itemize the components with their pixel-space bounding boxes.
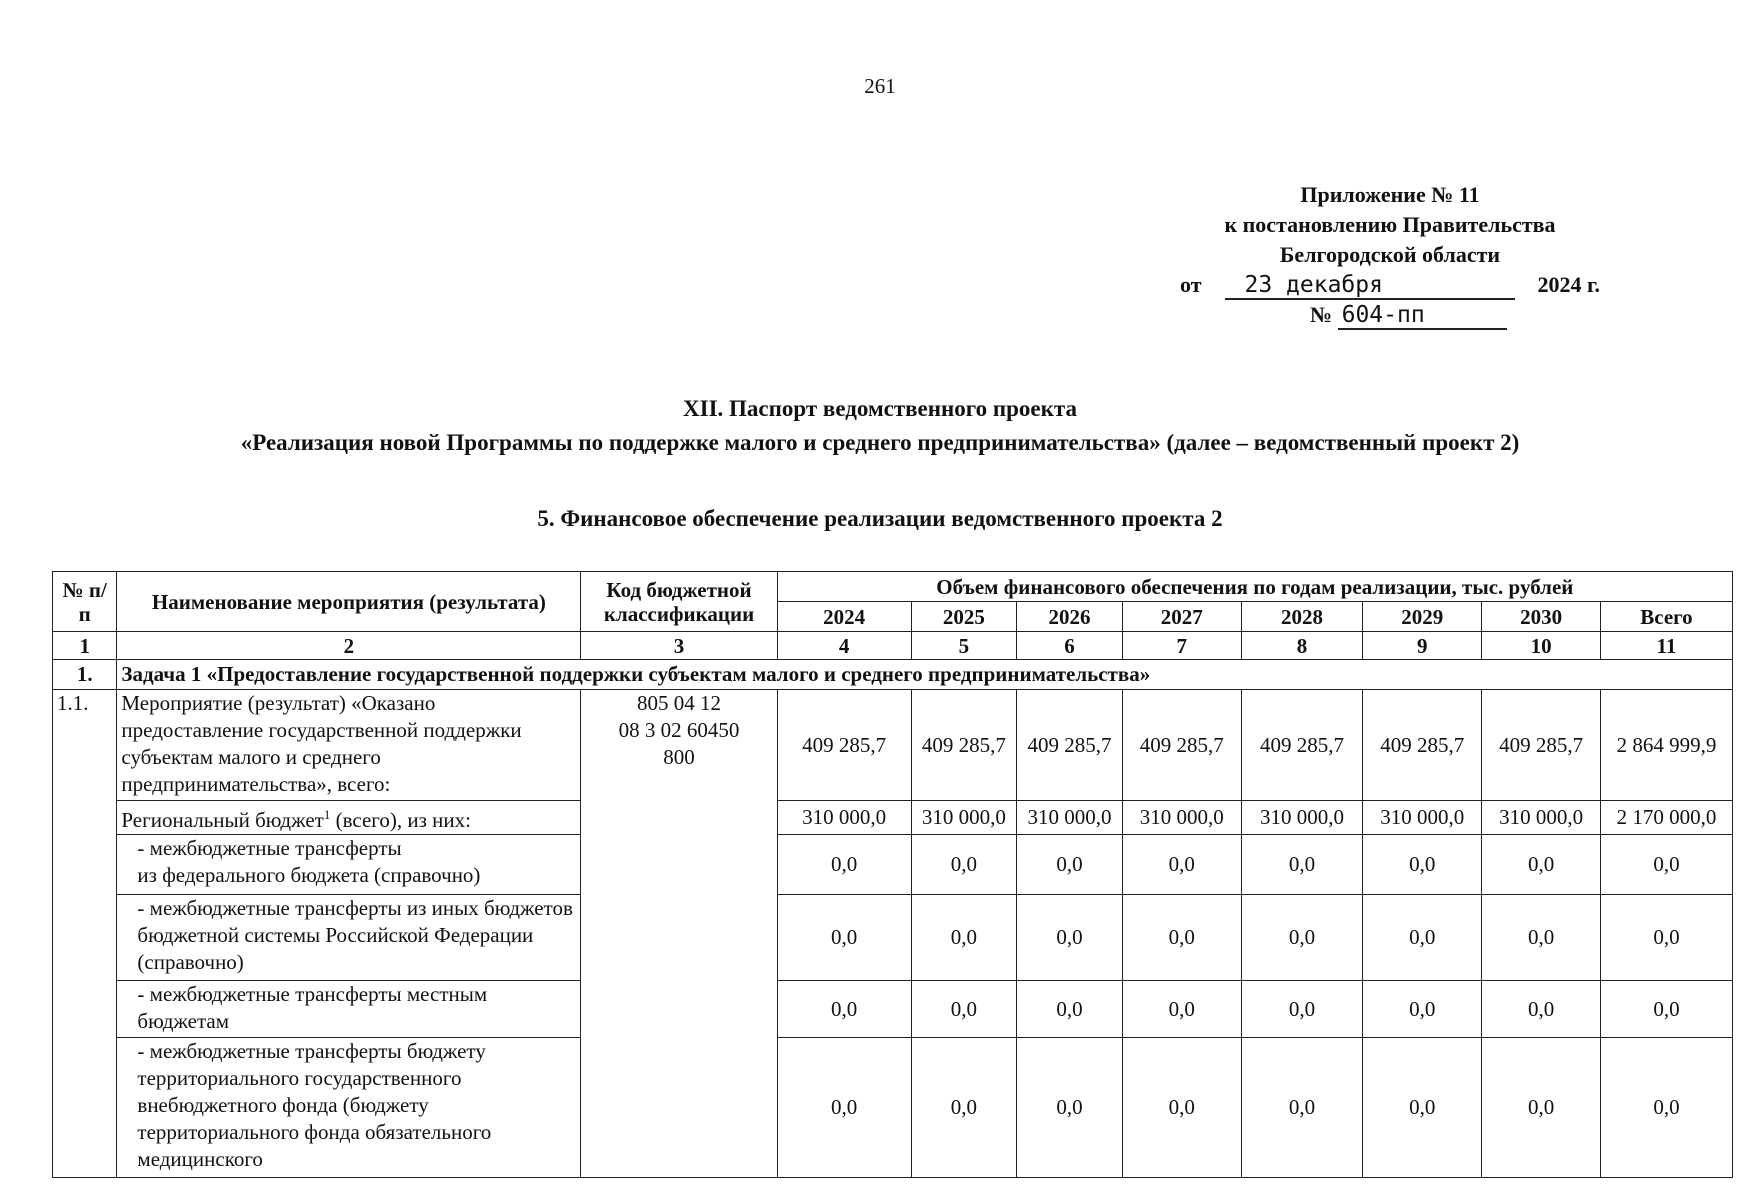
value-cell: 409 285,7 xyxy=(911,690,1017,801)
value-cell: 310 000,0 xyxy=(1017,801,1123,835)
appendix-title: Приложение № 11 xyxy=(1300,182,1480,207)
value-cell: 0,0 xyxy=(1600,1038,1732,1178)
value-cell: 0,0 xyxy=(1017,1038,1123,1178)
column-numbers-row xyxy=(53,632,1733,660)
project-title-line1: XII. Паспорт ведомственного проекта xyxy=(683,396,1077,421)
column-number: 4 xyxy=(777,632,911,660)
header-code: Код бюджетной классификации xyxy=(581,572,777,632)
number-value: 604-пп xyxy=(1338,302,1507,330)
budget-code: 805 04 12 08 3 02 60450 800 xyxy=(581,690,777,1178)
value-cell: 0,0 xyxy=(911,1038,1017,1178)
value-cell: 0,0 xyxy=(1241,895,1363,981)
value-cell: 0,0 xyxy=(911,895,1017,981)
column-number: 5 xyxy=(911,632,1017,660)
value-cell: 0,0 xyxy=(1122,1038,1241,1178)
date-year: 2024 г. xyxy=(1537,272,1600,297)
value-cell: 0,0 xyxy=(1122,835,1241,895)
value-cell: 0,0 xyxy=(1363,835,1482,895)
value-cell: 0,0 xyxy=(1482,895,1601,981)
column-number: 9 xyxy=(1363,632,1482,660)
header-year: 2026 xyxy=(1017,602,1123,632)
value-cell: 0,0 xyxy=(1482,981,1601,1038)
table-row xyxy=(53,981,1733,1038)
value-cell: 409 285,7 xyxy=(1017,690,1123,801)
header-year: 2028 xyxy=(1241,602,1363,632)
value-cell: 0,0 xyxy=(1482,1038,1601,1178)
column-number: 3 xyxy=(581,632,777,660)
value-cell: 0,0 xyxy=(777,1038,911,1178)
value-cell: 2 170 000,0 xyxy=(1600,801,1732,835)
value-cell: 0,0 xyxy=(1363,981,1482,1038)
header-volume: Объем финансового обеспечения по годам реализации, тыс. рублей xyxy=(777,572,1732,602)
page-number: 261 xyxy=(864,74,896,98)
value-cell: 409 285,7 xyxy=(1363,690,1482,801)
value-cell: 0,0 xyxy=(777,835,911,895)
row-label-text: Региональный бюджет xyxy=(121,808,324,832)
header-year: 2024 xyxy=(777,602,911,632)
value-cell: 0,0 xyxy=(1241,835,1363,895)
table-row xyxy=(53,1038,1733,1178)
header-total: Всего xyxy=(1600,602,1732,632)
table-row xyxy=(53,801,1733,835)
task-row xyxy=(53,660,1733,690)
value-cell: 0,0 xyxy=(1363,895,1482,981)
column-number: 1 xyxy=(53,632,117,660)
row-label: Мероприятие (результат) «Оказано предоставление государственной поддержки субъектам малого и среднего предпринимательства», всего: xyxy=(117,690,581,801)
task-num: 1. xyxy=(53,660,117,690)
task-text: Задача 1 «Предоставление государственной поддержки субъектам малого и среднего предпринимательства» xyxy=(117,660,1733,690)
table-row xyxy=(53,690,1733,801)
value-cell: 0,0 xyxy=(1241,981,1363,1038)
row-label: - межбюджетные трансферты местным бюджетам xyxy=(117,981,581,1038)
column-number: 8 xyxy=(1241,632,1363,660)
date-value: 23 декабря xyxy=(1225,272,1515,300)
value-cell: 0,0 xyxy=(1122,895,1241,981)
value-cell: 409 285,7 xyxy=(777,690,911,801)
value-cell: 0,0 xyxy=(1363,1038,1482,1178)
value-cell: 2 864 999,9 xyxy=(1600,690,1732,801)
row-label: - межбюджетные трансферты из федерального бюджета (справочно) xyxy=(117,835,581,895)
column-number: 6 xyxy=(1017,632,1123,660)
column-number: 11 xyxy=(1600,632,1732,660)
appendix-region: Белгородской области xyxy=(1279,242,1501,267)
row-label: - межбюджетные трансферты из иных бюджетов бюджетной системы Российской Федерации (справочно) xyxy=(117,895,581,981)
value-cell: 0,0 xyxy=(1122,981,1241,1038)
table-row xyxy=(53,895,1733,981)
footnote-mark: 1 xyxy=(323,807,331,822)
column-number: 2 xyxy=(117,632,581,660)
table-row xyxy=(53,835,1733,895)
date-prefix: от xyxy=(1180,272,1202,297)
value-cell: 0,0 xyxy=(1600,895,1732,981)
number-prefix: № xyxy=(1310,302,1333,327)
value-cell: 0,0 xyxy=(1482,835,1601,895)
row-label-tail: (всего), из них: xyxy=(330,808,471,832)
value-cell: 310 000,0 xyxy=(1363,801,1482,835)
value-cell: 0,0 xyxy=(911,835,1017,895)
value-cell: 409 285,7 xyxy=(1241,690,1363,801)
value-cell: 409 285,7 xyxy=(1122,690,1241,801)
appendix-block xyxy=(1180,180,1600,330)
header-name: Наименование мероприятия (результата) xyxy=(117,572,581,632)
appendix-date-line xyxy=(1180,270,1600,300)
column-number: 7 xyxy=(1122,632,1241,660)
value-cell: 0,0 xyxy=(1241,1038,1363,1178)
row-label: - межбюджетные трансферты бюджету территориального государственного внебюджетного фонда (бюджету территориального фонда обязательного медицинского xyxy=(117,1038,581,1178)
appendix-resolution: к постановлению Правительства xyxy=(1224,212,1556,237)
financing-table xyxy=(52,571,1733,1178)
project-title xyxy=(0,392,1760,460)
header-year: 2027 xyxy=(1122,602,1241,632)
value-cell: 0,0 xyxy=(777,981,911,1038)
value-cell: 0,0 xyxy=(1017,895,1123,981)
value-cell: 0,0 xyxy=(777,895,911,981)
project-title-line2: «Реализация новой Программы по поддержке малого и среднего предпринимательства» (далее – ведомственный проект 2) xyxy=(240,430,1520,455)
value-cell: 310 000,0 xyxy=(1482,801,1601,835)
header-year: 2025 xyxy=(911,602,1017,632)
value-cell: 0,0 xyxy=(1017,981,1123,1038)
header-year: 2029 xyxy=(1363,602,1482,632)
value-cell: 310 000,0 xyxy=(777,801,911,835)
value-cell: 310 000,0 xyxy=(911,801,1017,835)
column-number: 10 xyxy=(1482,632,1601,660)
value-cell: 0,0 xyxy=(911,981,1017,1038)
value-cell: 310 000,0 xyxy=(1122,801,1241,835)
value-cell: 0,0 xyxy=(1600,981,1732,1038)
appendix-number-line xyxy=(1180,300,1600,330)
value-cell: 409 285,7 xyxy=(1482,690,1601,801)
value-cell: 310 000,0 xyxy=(1241,801,1363,835)
header-num: № п/п xyxy=(53,572,117,632)
section-title: 5. Финансовое обеспечение реализации ведомственного проекта 2 xyxy=(537,506,1223,531)
value-cell: 0,0 xyxy=(1017,835,1123,895)
header-year: 2030 xyxy=(1482,602,1601,632)
item-num: 1.1. xyxy=(53,690,117,1178)
row-label xyxy=(117,801,581,835)
value-cell: 0,0 xyxy=(1600,835,1732,895)
